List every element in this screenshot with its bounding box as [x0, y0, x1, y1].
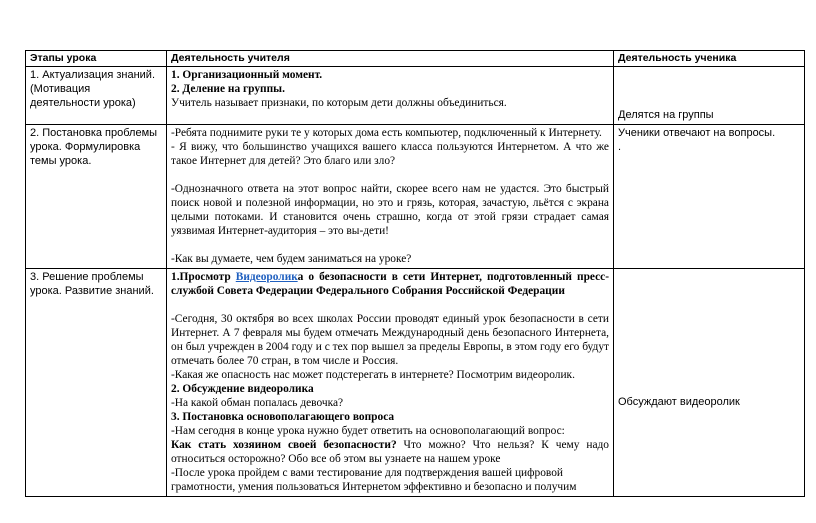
paragraph-gap [171, 168, 609, 182]
student-text: Ученики отвечают на вопросы. [618, 127, 776, 139]
student-text: . [618, 141, 622, 153]
teacher-text: -Ребята поднимите руки те у которых дома есть компьютер, подключенный к Интернету. [171, 127, 602, 139]
table-row [26, 269, 805, 497]
paragraph-gap [171, 238, 609, 252]
stage-cell: 3. Решение проблемы урока. Развитие знаний. [26, 269, 167, 497]
heading-prefix: 1.Просмотр [171, 271, 236, 283]
table-row [26, 125, 805, 269]
teacher-cell [167, 67, 614, 125]
header-teacher: Деятельность учителя [167, 51, 614, 67]
teacher-text: Учитель называет признаки, по которым дети должны объединиться. [171, 97, 507, 109]
teacher-text: -Сегодня, 30 октября во всех школах России проводят единый урок безопасности в сети Интернет. А 7 февраля мы будем отмечать Международный день безопасного Интернета, он был учрежден в 2004 году и с тех пор вышел за пределы Европы, в этом году его будут отмечать более 70 стран, в том числе и Россия. [171, 313, 609, 367]
teacher-heading-discussion: 2. Обсуждение видеоролика [171, 383, 314, 395]
table-header-row [26, 51, 805, 67]
key-question: Как стать хозяином своей безопасности? [171, 439, 397, 451]
teacher-text: -Нам сегодня в конце урока нужно будет ответить на основополагающий вопрос: [171, 425, 565, 437]
stage-cell: 2. Постановка проблемы урока. Формулировка темы урока. [26, 125, 167, 269]
key-question-rest: Что можно? Что нельзя? К чему надо относиться осторожно? Обо все об этом вы узнаете на нашем уроке [171, 439, 610, 465]
teacher-step-groups: 2. Деление на группы. [171, 83, 285, 95]
header-stages: Этапы урока [26, 51, 167, 67]
student-text: Делятся на группы [618, 109, 714, 121]
teacher-text [171, 438, 609, 466]
teacher-heading-question: 3. Постановка основополагающего вопроса [171, 411, 395, 423]
video-link[interactable]: Видеоролик [235, 271, 298, 283]
teacher-text: -Однозначного ответа на этот вопрос найти, скорее всего нам не удастся. Это быстрый поиск новой и полезной информации, но это и грязь, которая, зачастую, льётся с экрана целыми потоками. И становится очень страшно, когда от этой грязи страдает самая уязвимая Интернет-аудитория – это вы-дети! [171, 183, 609, 237]
table-row [26, 67, 805, 125]
student-cell [614, 125, 805, 269]
student-cell [614, 67, 805, 125]
teacher-text: - Я вижу, что большинство учащихся вашего класса пользуются Интернетом. А что же такое Интернет для детей? Это благо или зло? [171, 141, 609, 167]
teacher-cell [167, 269, 614, 497]
stage-cell: 1. Актуализация знаний. (Мотивация деятельности урока) [26, 67, 167, 125]
student-cell [614, 269, 805, 497]
header-student: Деятельность ученика [614, 51, 805, 67]
teacher-text: -На какой обман попалась девочка? [171, 397, 344, 409]
teacher-text: -Как вы думаете, чем будем заниматься на уроке? [171, 253, 412, 265]
lesson-plan-table [25, 50, 805, 497]
heading-rest: а о безопасности в сети Интернет, подготовленный пресс-службой Совета Федерации Федерального Собрания Российской Федерации [171, 271, 609, 297]
teacher-step-organization: 1. Организационный момент. [171, 69, 323, 81]
teacher-cell [167, 125, 614, 269]
student-text: Обсуждают видеоролик [618, 396, 740, 408]
teacher-heading-video [171, 270, 609, 298]
teacher-text: -После урока пройдем с вами тестирование для подтверждения вашей цифровой грамотности, умения пользоваться Интернетом эффективно и безопасно и получим [171, 467, 577, 493]
paragraph-gap [171, 298, 609, 312]
teacher-text: -Какая же опасность нас может подстерегать в интернете? Посмотрим видеоролик. [171, 369, 575, 381]
